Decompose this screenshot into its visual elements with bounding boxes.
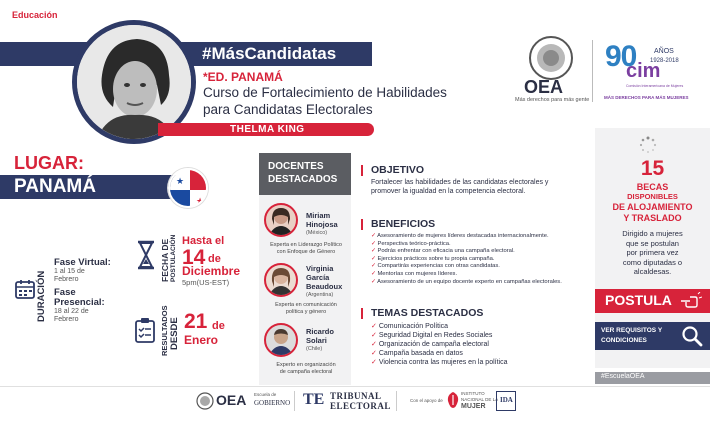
- docente-name: García: [306, 273, 330, 282]
- tribunal-logo-mark: TE: [303, 391, 325, 408]
- objetivo-text: Fortalecer las habilidades de las candidatas electorales y: [371, 179, 549, 186]
- deadline-month: Diciembre: [182, 264, 241, 278]
- instituto-name: MUJER: [461, 403, 486, 410]
- oea-footer-sub: Escuela de: [254, 392, 277, 397]
- beneficios-title: BENEFICIOS: [371, 218, 436, 230]
- location-value: PANAMÁ: [14, 176, 96, 197]
- deadline-day-suffix: de: [208, 253, 221, 265]
- becas-line: DISPONIBLES: [627, 192, 678, 201]
- becas-count: 15: [640, 157, 665, 180]
- anniv-number: 90: [605, 40, 637, 73]
- docente-name: Solari: [306, 336, 327, 345]
- deadline-day: 14: [182, 246, 206, 269]
- anniv-tagline: MÁS DERECHOS PARA MÁS MUJERES: [604, 95, 689, 100]
- postula-label: POSTULA: [605, 292, 672, 308]
- docente-country: (México): [306, 230, 328, 236]
- docente-name: Beaudoux: [306, 282, 343, 291]
- footer-sep: [294, 391, 295, 411]
- list-item: ✓ Asesoramiento de mujeres líderes destacadas internacionalmente.: [371, 233, 549, 239]
- objetivo-title: OBJETIVO: [371, 164, 425, 176]
- ida-label: IDA: [500, 396, 513, 404]
- list-item: ✓ Ejercicios prácticos sobre tu propia campaña.: [371, 255, 495, 262]
- phase-presencial-dates: 18 al 22 de: [54, 308, 89, 315]
- category-label: Educación: [12, 10, 58, 20]
- temas-title: TEMAS DESTACADOS: [371, 307, 484, 319]
- oea-footer-logo: [196, 392, 214, 410]
- list-item: ✓ Organización de campaña electoral: [371, 341, 489, 348]
- results-vertical-label-1: RESULTADOS: [160, 305, 169, 356]
- tribunal-name-2: ELECTORAL: [330, 401, 391, 411]
- footer-sep: [396, 391, 397, 411]
- docente-role: política y género: [285, 309, 327, 315]
- docente-country: (Argentina): [306, 292, 334, 298]
- requisitos-label-line2: CONDICIONES: [601, 337, 647, 344]
- panama-flag-icon: [168, 168, 208, 208]
- instituto-name: NACIONAL DE LA: [461, 397, 499, 402]
- temas-list: [371, 322, 583, 367]
- phase-presencial-title-2: Presencial:: [54, 297, 105, 308]
- objetivo-marker: [361, 165, 363, 176]
- becas-line: Y TRASLADO: [623, 213, 682, 223]
- duration-vertical-label: DURACIÓN: [36, 270, 47, 322]
- temas-marker: [361, 308, 363, 319]
- oea-tagline: Más derechos para más gente: [515, 97, 590, 103]
- docente-name: Hinojosa: [306, 220, 338, 229]
- results-month: Enero: [184, 333, 219, 347]
- course-title-line1: Curso de Fortalecimiento de Habilidades: [203, 85, 447, 100]
- loading-dots-icon: [638, 135, 658, 155]
- list-item: ✓ Comunicación Política: [371, 323, 449, 330]
- footer-divider: [0, 386, 710, 387]
- anniv-org: cim: [626, 60, 661, 82]
- deadline-vertical-label-1: FECHA DE: [160, 238, 170, 282]
- apoyo-label: Con el apoyo de: [410, 398, 443, 403]
- edition-label: *ED. PANAMÁ: [203, 70, 283, 84]
- docente-avatar: [264, 263, 298, 297]
- docentes-header-line1: DOCENTES: [268, 161, 324, 172]
- docente-role: de campaña electoral: [279, 369, 333, 375]
- results-day: 21: [184, 310, 208, 333]
- list-item: ✓ Violencia contra las mujeres en la política: [371, 359, 508, 366]
- beneficios-list: [371, 233, 583, 286]
- ida-logo: [496, 391, 516, 411]
- svg-text:★: ★: [195, 197, 205, 207]
- oea-name: OEA: [524, 77, 564, 97]
- oea-footer-name: OEA: [216, 392, 247, 408]
- escuela-hashtag: #EscuelaOEA: [601, 373, 645, 380]
- docente-country: (Chile): [306, 346, 323, 352]
- phase-presencial-title: Fase: [54, 287, 76, 298]
- results-day-suffix: de: [212, 320, 225, 332]
- docente-role: con Enfoque de Género: [276, 249, 336, 255]
- becas-desc-line: Dirigido a mujeres: [622, 229, 683, 238]
- instituto-icon: [446, 391, 460, 409]
- phase-virtual-dates: 1 al 15 de: [54, 268, 85, 275]
- becas-desc: [595, 229, 710, 277]
- docentes-header-line2: DESTACADOS: [268, 174, 338, 185]
- svg-text:★: ★: [175, 177, 185, 187]
- objetivo-text: promover la igualdad en la competencia electoral.: [371, 188, 526, 195]
- requisitos-button[interactable]: [595, 322, 710, 350]
- requisitos-label-line1: VER REQUISITOS Y: [601, 327, 663, 334]
- docente-name: Virginia: [306, 264, 334, 273]
- deadline-time: 5pm(US-EST): [182, 278, 230, 287]
- list-item: ✓ Podrás enfrentar con eficacia una campaña electoral.: [371, 248, 515, 255]
- location-label: LUGAR:: [14, 153, 84, 173]
- docente-role: Experta en comunicación: [275, 302, 337, 308]
- list-item: ✓ Seguridad Digital en Redes Sociales: [371, 332, 493, 339]
- anniv-years-range: 1928-2018: [650, 58, 679, 64]
- list-item: ✓ Perspectiva teórico-práctica.: [371, 240, 451, 247]
- course-title-line2: para Candidatas Electorales: [203, 102, 373, 117]
- list-item: ✓ Campaña basada en datos: [371, 350, 463, 357]
- docente-role: Experta en Liderazgo Político: [270, 242, 342, 248]
- becas-desc-line: alcaldesas.: [633, 267, 672, 276]
- beneficios-marker: [361, 219, 363, 230]
- deadline-prefix: Hasta el: [182, 235, 225, 247]
- docente-avatar: [264, 203, 298, 237]
- becas-desc-line: que se postulan: [626, 238, 679, 248]
- becas-line: DE ALOJAMIENTO: [612, 202, 693, 212]
- phase-presencial-dates-2: Febrero: [54, 316, 79, 323]
- hourglass-icon: [136, 240, 156, 270]
- results-vertical-label-2: DESDE: [169, 317, 180, 350]
- phase-virtual-dates-2: Febrero: [54, 276, 79, 283]
- list-item: ✓ Compartirás experiencias con otras candidatas.: [371, 263, 500, 270]
- becas-line: BECAS: [636, 182, 669, 192]
- hashtag-title: #MásCandidatas: [202, 44, 337, 63]
- tribunal-name-1: TRIBUNAL: [330, 391, 382, 401]
- anniv-org-sub: Comisión Interamericana de Mujeres: [626, 84, 684, 88]
- anniv-years-label: AÑOS: [654, 48, 674, 55]
- docente-avatar: [264, 323, 298, 357]
- honoree-name: THELMA KING: [230, 124, 305, 135]
- docente-role: Experto en organización: [276, 362, 336, 368]
- list-item: ✓ Asesoramiento de un equipo docente experto en campañas electorales.: [371, 278, 562, 285]
- becas-desc-line: por primera vez: [626, 248, 679, 257]
- becas-desc-line: como diputadas o: [622, 257, 683, 267]
- docente-name: Miriam: [306, 211, 331, 220]
- calendar-icon: [14, 278, 36, 300]
- pointer-hand-icon: [678, 292, 702, 310]
- clipboard-icon: [134, 317, 156, 343]
- deadline-vertical-label-2: POSTULACIÓN: [170, 234, 177, 282]
- docente-name: Ricardo: [306, 327, 334, 336]
- search-icon: [681, 325, 703, 347]
- oea-footer-sub: GOBIERNO: [254, 399, 291, 407]
- postula-button[interactable]: [595, 289, 710, 313]
- logo-divider: [592, 40, 593, 102]
- list-item: ✓ Mentorías con mujeres líderes.: [371, 270, 458, 277]
- phase-virtual-title: Fase Virtual:: [54, 257, 111, 268]
- instituto-name: INSTITUTO: [461, 391, 485, 396]
